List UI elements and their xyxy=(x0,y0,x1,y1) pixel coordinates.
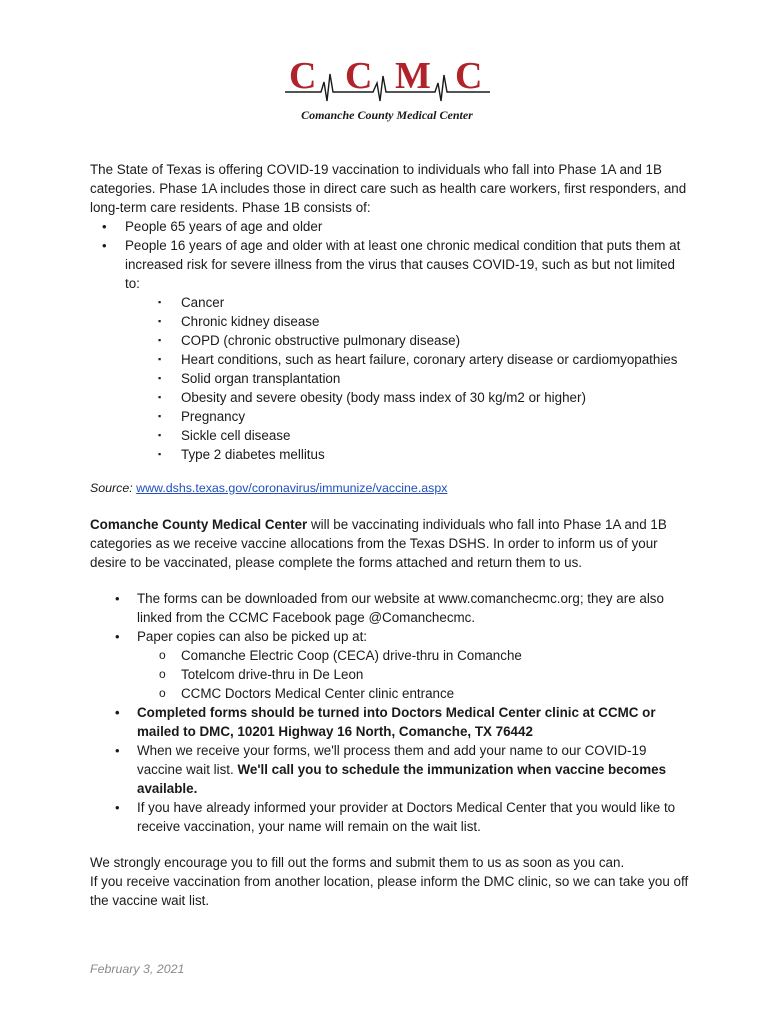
instruction-completed: • Completed forms should be turned into Doctors Medical Center clinic at CCMC or mailed to DMC, 10201 Highway 16 North, Comanche, TX 76442 xyxy=(90,703,690,741)
logo-subtitle: Comanche County Medical Center xyxy=(301,108,473,122)
pickup-locations-list xyxy=(90,646,690,703)
document-date: February 3, 2021 xyxy=(90,962,185,976)
logo-letter-m: M xyxy=(395,55,431,97)
pickup-location: o CCMC Doctors Medical Center clinic entrance xyxy=(90,684,690,703)
instructions-list xyxy=(90,589,690,646)
condition-item: ▪ COPD (chronic obstructive pulmonary disease) xyxy=(90,331,690,350)
pickup-location: o Comanche Electric Coop (CECA) drive-thru in Comanche xyxy=(90,646,690,665)
ccmc-paragraph xyxy=(90,515,690,572)
source-line xyxy=(90,479,690,498)
source-label: Source: xyxy=(90,481,133,495)
condition-item: ▪ Cancer xyxy=(90,293,690,312)
logo-letter-c3: C xyxy=(455,55,483,97)
condition-item: ▪ Pregnancy xyxy=(90,407,690,426)
instruction-informed: • If you have already informed your provider at Doctors Medical Center that you would like to receive vaccination, your name will remain on the wait list. xyxy=(90,798,690,836)
logo-letter-c1: C xyxy=(289,55,317,97)
source-link[interactable]: www.dshs.texas.gov/coronavirus/immunize/vaccine.aspx xyxy=(136,481,448,495)
phase-1b-item: • People 16 years of age and older with at least one chronic medical condition that puts them at increased risk for severe illness from the virus that causes COVID-19, such as but not limited to: xyxy=(90,236,690,293)
condition-item: ▪ Obesity and severe obesity (body mass index of 30 kg/m2 or higher) xyxy=(90,388,690,407)
instruction-receive-bold: We'll call you to schedule the immunization when vaccine becomes available. xyxy=(137,762,667,796)
ccmc-paragraph-text: will be vaccinating individuals who fall into Phase 1A and 1B categories as we receive vaccine allocations from the Texas DSHS. In order to inform us of your desire to be vaccinated, please complete the forms attached and return them to us. xyxy=(90,517,667,570)
closing-line: We strongly encourage you to fill out the forms and submit them to us as soon as you can. xyxy=(90,855,625,870)
document-body xyxy=(90,160,690,910)
condition-item: ▪ Solid organ transplantation xyxy=(90,369,690,388)
instructions-list-continued xyxy=(90,703,690,836)
condition-item: ▪ Type 2 diabetes mellitus xyxy=(90,445,690,464)
condition-item: ▪ Sickle cell disease xyxy=(90,426,690,445)
condition-item: ▪ Chronic kidney disease xyxy=(90,312,690,331)
instruction-download: • The forms can be downloaded from our website at www.comanchecmc.org; they are also linked from the CCMC Facebook page @Comanchecmc. xyxy=(90,589,690,627)
pickup-location: o Totelcom drive-thru in De Leon xyxy=(90,665,690,684)
closing-line: If you receive vaccination from another location, please inform the DMC clinic, so we can take you off the vaccine wait list. xyxy=(90,874,689,908)
conditions-list xyxy=(90,293,690,464)
logo-letter-c2: C xyxy=(345,55,373,97)
intro-paragraph: The State of Texas is offering COVID-19 vaccination to individuals who fall into Phase 1A and 1B categories. Phase 1A includes those in direct care such as health care workers, first responders, and long-term care residents. Phase 1B consists of: xyxy=(90,162,687,215)
instruction-receive-text: When we receive your forms, we'll process them and add your name to our COVID-19 vaccine wait list. xyxy=(137,743,647,777)
instruction-paper: • Paper copies can also be picked up at: xyxy=(90,627,690,646)
condition-item: ▪ Heart conditions, such as heart failure, coronary artery disease or cardiomyopathies xyxy=(90,350,690,369)
phase-1b-list xyxy=(90,217,690,293)
phase-1b-item: • People 65 years of age and older xyxy=(90,217,690,236)
ccmc-name: Comanche County Medical Center xyxy=(90,517,308,532)
instruction-receive xyxy=(90,741,690,798)
